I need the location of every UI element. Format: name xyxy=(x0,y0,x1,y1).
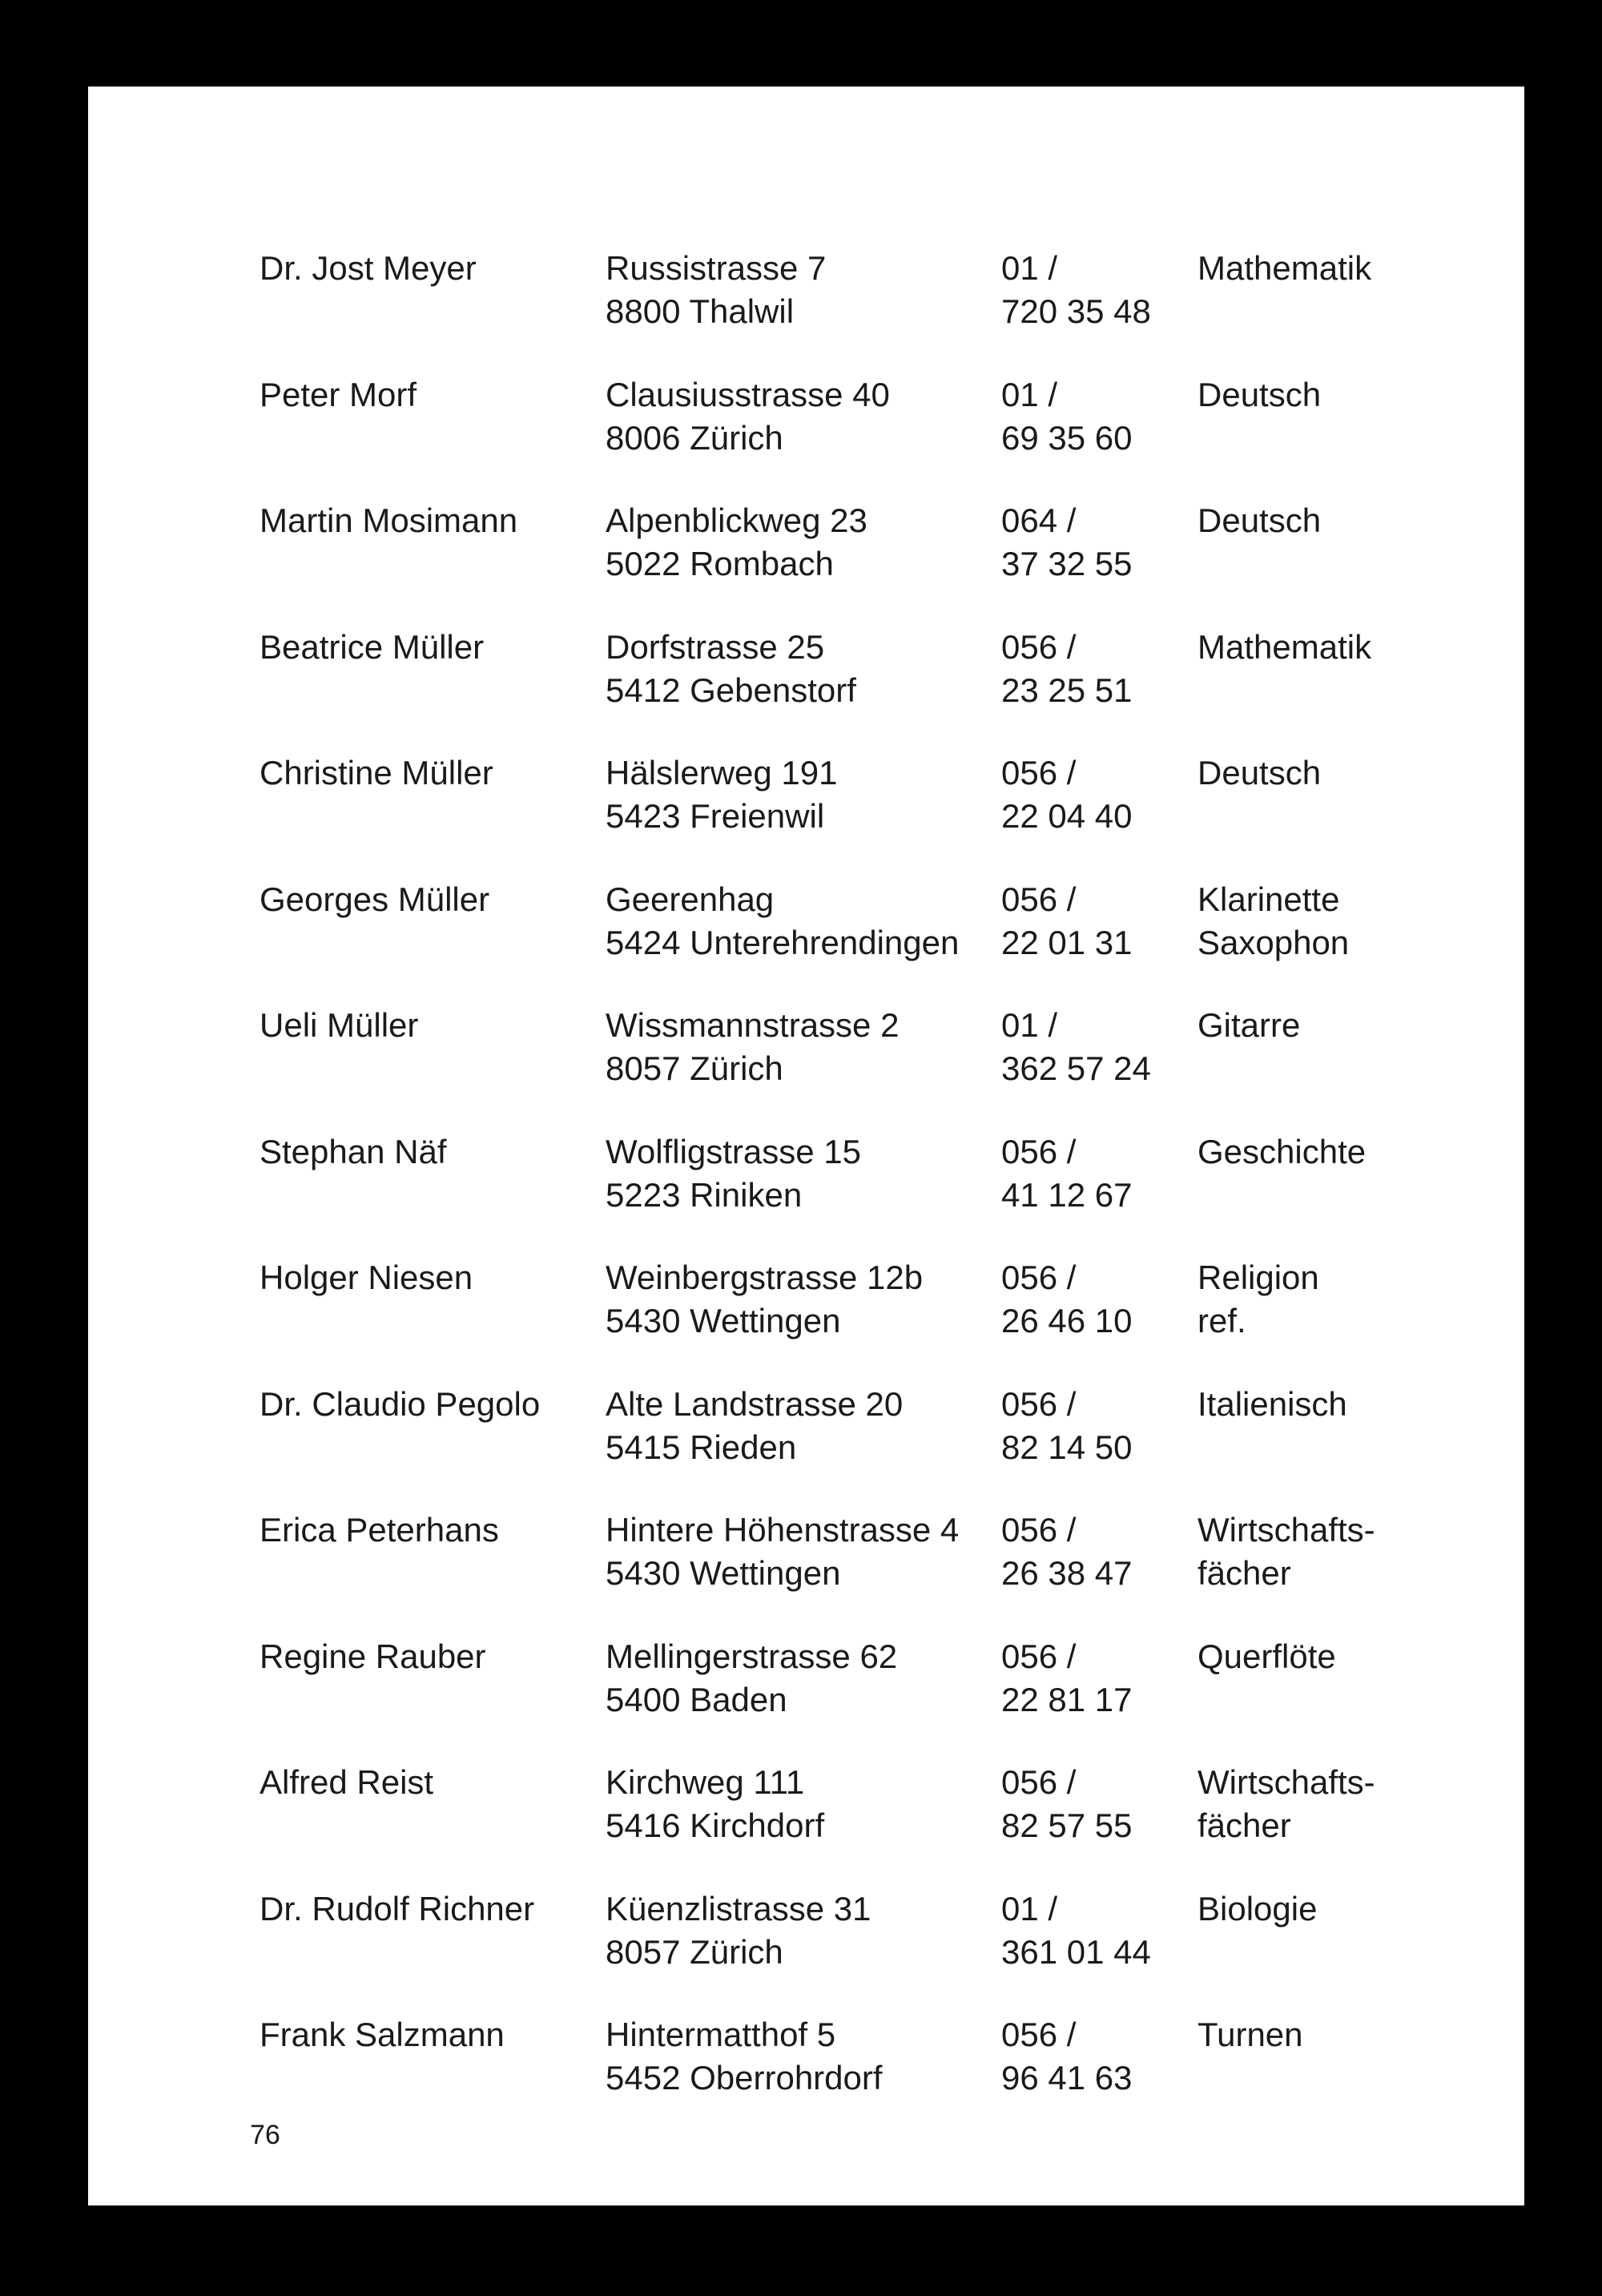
phone xyxy=(1001,751,1133,838)
address xyxy=(606,751,838,838)
phone-number-text: 26 38 47 xyxy=(1001,1554,1133,1592)
phone-number-text: 22 81 17 xyxy=(1001,1680,1133,1718)
area-code-text: 056 / xyxy=(1001,1637,1077,1675)
subject-text: Querflöte xyxy=(1197,1637,1336,1675)
subject xyxy=(1197,1761,1375,1847)
subject-text: Geschichte xyxy=(1197,1132,1367,1170)
phone xyxy=(1001,626,1133,712)
subject-text: Klarinette xyxy=(1197,880,1340,918)
phone xyxy=(1001,1761,1133,1847)
subject xyxy=(1197,247,1371,290)
city-text: 8057 Zürich xyxy=(606,1049,783,1087)
list-item xyxy=(88,1761,1524,1873)
street-text: Wissmannstrasse 2 xyxy=(606,1006,900,1044)
name-text: Martin Mosimann xyxy=(260,501,518,539)
name-text: Georges Müller xyxy=(260,880,490,918)
street-text: Hintermatthof 5 xyxy=(606,2016,836,2053)
list-item xyxy=(88,247,1524,359)
subject xyxy=(1197,1383,1347,1426)
subject-text: Deutsch xyxy=(1197,501,1322,539)
street-text: Dorfstrasse 25 xyxy=(606,627,825,666)
list-item xyxy=(88,1383,1524,1495)
list-item xyxy=(88,373,1524,485)
area-code-text: 056 / xyxy=(1001,2016,1077,2053)
area-code-text: 056 / xyxy=(1001,1384,1077,1423)
address xyxy=(606,1509,959,1595)
list-item xyxy=(88,1887,1524,2000)
subject-text: Wirtschafts- xyxy=(1197,1511,1375,1549)
name-text: Erica Peterhans xyxy=(260,1511,499,1549)
subject-text: ref. xyxy=(1197,1302,1246,1339)
subject-text: Deutsch xyxy=(1197,754,1322,792)
phone-number-text: 22 01 31 xyxy=(1001,923,1133,961)
name-text: Dr. Claudio Pegolo xyxy=(260,1384,541,1423)
subject-text: Mathematik xyxy=(1197,627,1372,666)
address xyxy=(606,1761,824,1847)
city-text: 5415 Rieden xyxy=(606,1428,797,1466)
subject-text: Italienisch xyxy=(1197,1384,1347,1423)
subject xyxy=(1197,1130,1366,1174)
address xyxy=(606,373,890,460)
phone-number-text: 361 01 44 xyxy=(1001,1932,1151,1971)
subject-text: Turnen xyxy=(1197,2016,1303,2053)
subject xyxy=(1197,2013,1303,2056)
city-text: 5416 Kirchdorf xyxy=(606,1807,825,1844)
name-text: Holger Niesen xyxy=(260,1259,473,1296)
page-number: 76 xyxy=(250,2120,280,2150)
name-text: Dr. Rudolf Richner xyxy=(260,1889,535,1927)
street-text: Hintere Höhenstrasse 4 xyxy=(606,1511,960,1549)
name-text: Beatrice Müller xyxy=(260,627,485,666)
list-item xyxy=(88,751,1524,864)
person-name xyxy=(260,1635,486,1678)
phone-number-text: 23 25 51 xyxy=(1001,671,1133,709)
address xyxy=(606,1130,861,1217)
person-name xyxy=(260,247,477,290)
area-code-text: 056 / xyxy=(1001,1259,1077,1296)
area-code-text: 01 / xyxy=(1001,249,1058,287)
person-name xyxy=(260,373,417,417)
area-code-text: 056 / xyxy=(1001,880,1077,918)
phone xyxy=(1001,1509,1133,1595)
subject-text: fächer xyxy=(1197,1807,1291,1844)
phone-number-text: 22 04 40 xyxy=(1001,797,1133,835)
person-name xyxy=(260,1761,433,1804)
city-text: 5452 Oberrohrdorf xyxy=(606,2059,883,2097)
area-code-text: 056 / xyxy=(1001,1511,1077,1549)
city-text: 5412 Gebenstorf xyxy=(606,671,856,709)
phone xyxy=(1001,247,1151,333)
street-text: Mellingerstrasse 62 xyxy=(606,1637,898,1675)
name-text: Peter Morf xyxy=(260,375,417,413)
person-name xyxy=(260,626,484,669)
subject xyxy=(1197,373,1321,417)
list-item xyxy=(88,878,1524,990)
phone xyxy=(1001,1383,1133,1469)
subject-text: Mathematik xyxy=(1197,249,1372,287)
street-text: Wolfligstrasse 15 xyxy=(606,1132,862,1170)
person-name xyxy=(260,751,493,795)
phone xyxy=(1001,2013,1133,2100)
area-code-text: 056 / xyxy=(1001,754,1077,792)
subject xyxy=(1197,878,1349,965)
subject xyxy=(1197,626,1371,669)
list-item xyxy=(88,1509,1524,1621)
name-text: Dr. Jost Meyer xyxy=(260,249,477,287)
address xyxy=(606,1256,923,1343)
area-code-text: 056 / xyxy=(1001,627,1077,666)
phone xyxy=(1001,878,1133,965)
person-name xyxy=(260,1004,418,1047)
phone-number-text: 41 12 67 xyxy=(1001,1175,1133,1214)
area-code-text: 01 / xyxy=(1001,375,1058,413)
address xyxy=(606,499,867,586)
city-text: 8006 Zürich xyxy=(606,418,783,457)
street-text: Russistrasse 7 xyxy=(606,249,827,287)
person-name xyxy=(260,1383,540,1426)
phone-number-text: 82 57 55 xyxy=(1001,1807,1133,1844)
address xyxy=(606,1635,897,1722)
name-text: Stephan Näf xyxy=(260,1132,447,1170)
area-code-text: 064 / xyxy=(1001,501,1077,539)
phone xyxy=(1001,373,1133,460)
street-text: Alpenblickweg 23 xyxy=(606,501,867,539)
city-text: 8800 Thalwil xyxy=(606,292,795,330)
city-text: 5223 Riniken xyxy=(606,1175,803,1214)
area-code-text: 01 / xyxy=(1001,1006,1058,1044)
list-item xyxy=(88,499,1524,611)
phone-number-text: 82 14 50 xyxy=(1001,1428,1133,1466)
phone-number-text: 96 41 63 xyxy=(1001,2059,1133,2097)
city-text: 5430 Wettingen xyxy=(606,1302,841,1339)
list-item xyxy=(88,1635,1524,1747)
address xyxy=(606,247,826,333)
area-code-text: 056 / xyxy=(1001,1132,1077,1170)
city-text: 5430 Wettingen xyxy=(606,1554,841,1592)
list-item xyxy=(88,626,1524,738)
phone-number-text: 720 35 48 xyxy=(1001,292,1151,330)
subject-text: Religion xyxy=(1197,1259,1319,1296)
list-item xyxy=(88,2013,1524,2125)
person-name xyxy=(260,1256,473,1299)
person-name xyxy=(260,878,489,921)
phone xyxy=(1001,1256,1133,1343)
person-name xyxy=(260,1130,447,1174)
subject-text: Deutsch xyxy=(1197,375,1322,413)
area-code-text: 01 / xyxy=(1001,1889,1058,1927)
address xyxy=(606,878,959,965)
street-text: Kirchweg 111 xyxy=(606,1763,805,1801)
street-text: Geerenhag xyxy=(606,880,775,918)
street-text: Alte Landstrasse 20 xyxy=(606,1384,904,1423)
name-text: Frank Salzmann xyxy=(260,2016,505,2053)
street-text: Hälslerweg 191 xyxy=(606,754,838,792)
phone xyxy=(1001,1635,1133,1722)
street-text: Clausiusstrasse 40 xyxy=(606,375,890,413)
city-text: 8057 Zürich xyxy=(606,1932,783,1971)
phone-number-text: 37 32 55 xyxy=(1001,545,1133,582)
name-text: Christine Müller xyxy=(260,754,493,792)
list-item xyxy=(88,1130,1524,1243)
document-page xyxy=(88,87,1524,2205)
city-text: 5424 Unterehrendingen xyxy=(606,923,960,961)
area-code-text: 056 / xyxy=(1001,1763,1077,1801)
person-name xyxy=(260,1509,499,1552)
subject-text: Wirtschafts- xyxy=(1197,1763,1375,1801)
subject xyxy=(1197,1635,1336,1678)
phone xyxy=(1001,1004,1151,1090)
subject-text: Gitarre xyxy=(1197,1006,1301,1044)
subject xyxy=(1197,1004,1300,1047)
name-text: Ueli Müller xyxy=(260,1006,419,1044)
phone xyxy=(1001,1130,1133,1217)
person-name xyxy=(260,2013,505,2056)
city-text: 5423 Freienwil xyxy=(606,797,825,835)
address xyxy=(606,2013,883,2100)
city-text: 5022 Rombach xyxy=(606,545,834,582)
address xyxy=(606,626,856,712)
list-item xyxy=(88,1004,1524,1116)
name-text: Alfred Reist xyxy=(260,1763,434,1801)
subject xyxy=(1197,1256,1319,1343)
subject xyxy=(1197,751,1321,795)
subject xyxy=(1197,1887,1317,1931)
street-text: Küenzlistrasse 31 xyxy=(606,1889,871,1927)
subject xyxy=(1197,499,1321,542)
address xyxy=(606,1004,899,1090)
person-name xyxy=(260,1887,534,1931)
person-name xyxy=(260,499,517,542)
city-text: 5400 Baden xyxy=(606,1680,787,1718)
subject xyxy=(1197,1509,1375,1595)
phone-number-text: 26 46 10 xyxy=(1001,1302,1133,1339)
phone-number-text: 69 35 60 xyxy=(1001,418,1133,457)
address xyxy=(606,1383,903,1469)
street-text: Weinbergstrasse 12b xyxy=(606,1259,924,1296)
subject-text: fächer xyxy=(1197,1554,1291,1592)
name-text: Regine Rauber xyxy=(260,1637,486,1675)
address xyxy=(606,1887,871,1974)
list-item xyxy=(88,1256,1524,1368)
subject-text: Biologie xyxy=(1197,1889,1318,1927)
phone xyxy=(1001,1887,1151,1974)
phone xyxy=(1001,499,1133,586)
subject-text: Saxophon xyxy=(1197,923,1350,961)
phone-number-text: 362 57 24 xyxy=(1001,1049,1151,1087)
